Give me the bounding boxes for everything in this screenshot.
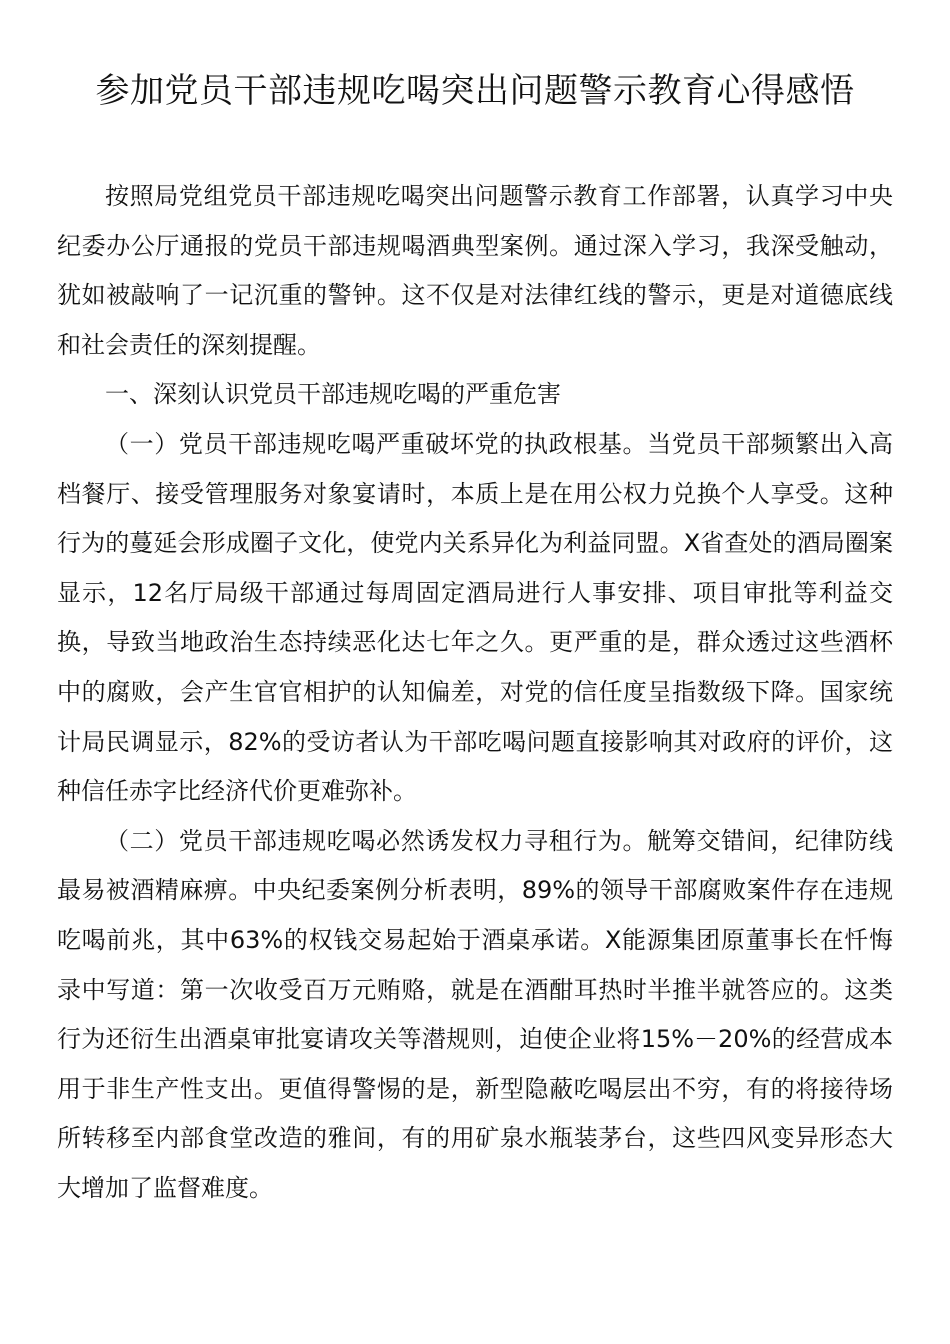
document-body (57, 172, 893, 1213)
subsection-paragraph-1: （一）党员干部违规吃喝严重破坏党的执政根基。当党员干部频繁出入高档餐厅、接受管理服务对象宴请时，本质上是在用公权力兑换个人享受。这种行为的蔓延会形成圈子文化，使党内关系异化为利益同盟。X省查处的酒局圈案显示，12名厅局级干部通过每周固定酒局进行人事安排、项目审批等利益交换，导致当地政治生态持续恶化达七年之久。更严重的是，群众透过这些酒杯中的腐败，会产生官官相护的认知偏差，对党的信任度呈指数级下降。国家统计局民调显示，82%的受访者认为干部吃喝问题直接影响其对政府的评价，这种信任赤字比经济代价更难弥补。 (57, 429, 893, 806)
intro-paragraph: 按照局党组党员干部违规吃喝突出问题警示教育工作部署，认真学习中央纪委办公厅通报的党员干部违规喝酒典型案例。通过深入学习，我深受触动，犹如被敲响了一记沉重的警钟。这不仅是对法律红线的警示，更是对道德底线和社会责任的深刻提醒。 (57, 182, 893, 359)
document-title: 参加党员干部违规吃喝突出问题警示教育心得感悟 (95, 71, 855, 111)
document-page (57, 62, 893, 1213)
subsection-paragraph-2: （二）党员干部违规吃喝必然诱发权力寻租行为。觥筹交错间，纪律防线最易被酒精麻痹。中央纪委案例分析表明，89%的领导干部腐败案件存在违规吃喝前兆，其中63%的权钱交易起始于酒桌承诺。X能源集团原董事长在忏悔录中写道：第一次收受百万元贿赂，就是在酒酣耳热时半推半就答应的。这类行为还衍生出酒桌审批宴请攻关等潜规则，迫使企业将15%－20%的经营成本用于非生产性支出。更值得警惕的是，新型隐蔽吃喝层出不穷，有的将接待场所转移至内部食堂改造的雅间，有的用矿泉水瓶装茅台，这些四风变异形态大大增加了监督难度。 (57, 826, 893, 1202)
section-heading: 一、深刻认识党员干部违规吃喝的严重危害 (105, 380, 561, 409)
